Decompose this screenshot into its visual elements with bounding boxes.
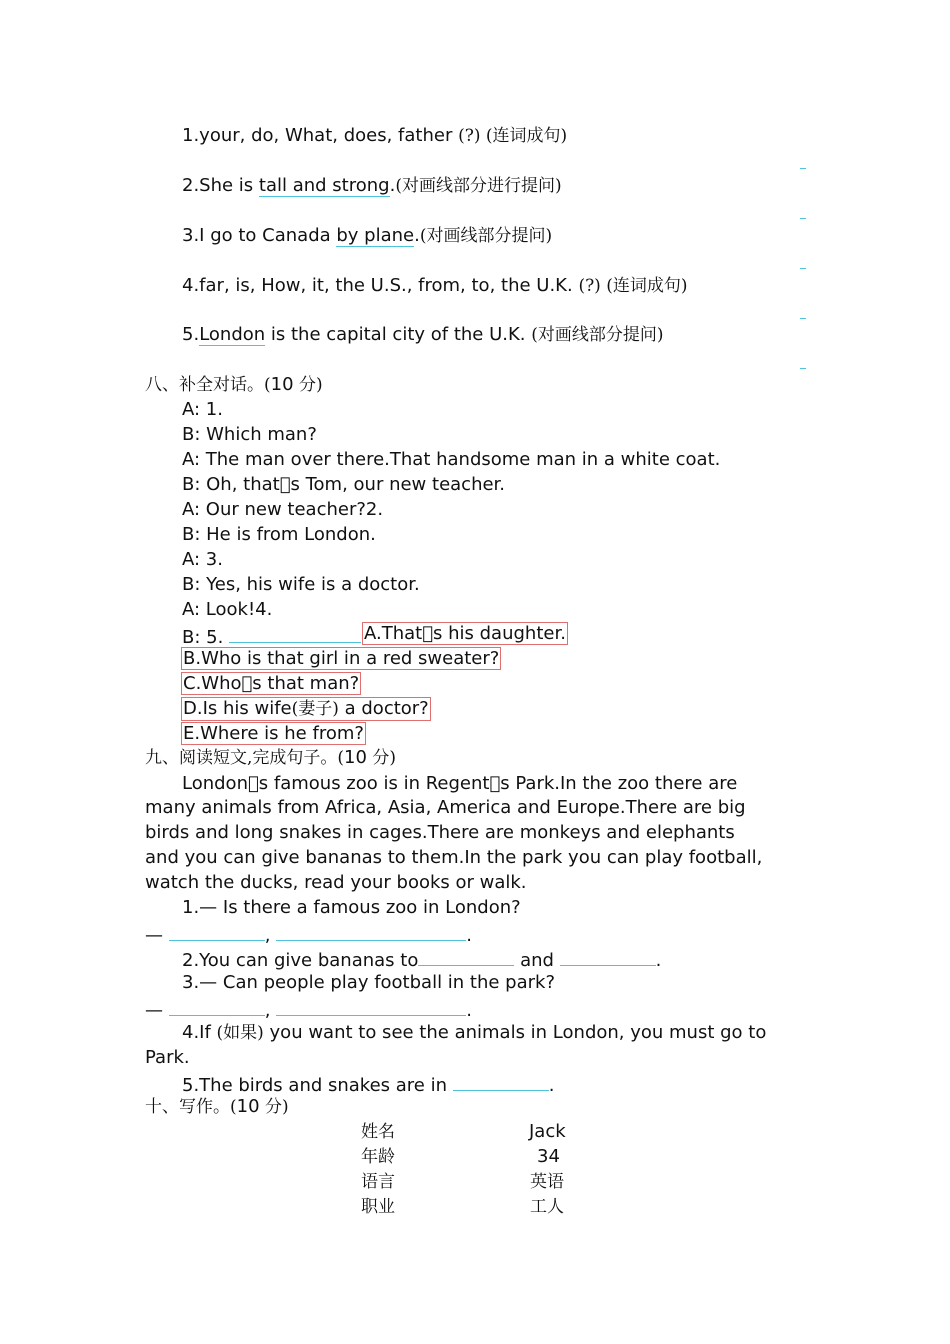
answer-line-mark	[800, 368, 806, 369]
question-7-1: 1.your, do, What, does, father (?) (连词成句)	[182, 125, 568, 146]
question-7-5: 5.London is the capital city of the U.K. (对画线部分提问)	[182, 324, 664, 345]
answer-blank[interactable]	[169, 922, 265, 941]
table-label: 年龄	[361, 1147, 395, 1167]
dialogue-line: B: Oh, that s Tom, our new teacher.	[182, 474, 506, 495]
table-label: 语言	[361, 1172, 395, 1192]
passage-line: birds and long snakes in cages.There are monkeys and elephants	[145, 822, 735, 843]
dialogue-line: A: Look!4.	[182, 599, 273, 620]
dialogue-line: A: The man over there.That handsome man in a white coat.	[182, 449, 721, 470]
dialogue-line: B: He is from London.	[182, 524, 376, 545]
table-label: 职业	[361, 1197, 395, 1217]
question-7-4: 4.far, is, How, it, the U.S., from, to, the U.K. (?) (连词成句)	[182, 275, 688, 296]
answer-blank[interactable]	[169, 997, 265, 1016]
answer-blank[interactable]	[229, 624, 361, 643]
section-8-heading: 八、补全对话。(10 分)	[145, 374, 323, 395]
dialogue-line: B: 5.	[182, 624, 361, 649]
option-d: D.Is his wife(妻子) a doctor?	[183, 698, 429, 719]
question-9-3: 3.— Can people play football in the park?	[182, 972, 556, 993]
dialogue-line: A: 3.	[182, 549, 223, 570]
table-value: 34	[537, 1146, 560, 1167]
passage-line: watch the ducks, read your books or walk.	[145, 872, 527, 893]
question-9-4-line2: Park.	[145, 1047, 190, 1068]
table-value: 英语	[530, 1172, 564, 1192]
passage-line: London s famous zoo is in Regent s Park.In the zoo there are	[182, 773, 738, 794]
table-label: 姓名	[361, 1122, 395, 1142]
answer-line-mark	[800, 168, 806, 169]
question-9-2: 2.You can give bananas to and .	[182, 947, 661, 972]
answer-line-mark	[800, 218, 806, 219]
section-9-heading: 九、阅读短文,完成句子。(10 分)	[145, 747, 396, 768]
answer-blank[interactable]	[418, 947, 514, 966]
answer-blank[interactable]	[560, 947, 656, 966]
passage-line: and you can give bananas to them.In the park you can play football,	[145, 847, 763, 868]
answer-line-mark	[800, 318, 806, 319]
underlined-phrase: tall and strong	[258, 175, 390, 196]
answer-blank[interactable]	[276, 997, 466, 1016]
underlined-phrase: by plane	[336, 225, 415, 246]
option-c: C.Who s that man?	[183, 673, 360, 694]
option-e: E.Where is he from?	[183, 723, 364, 744]
question-7-3: 3.I go to Canada by plane.(对画线部分提问)	[182, 225, 553, 246]
dialogue-line: B: Yes, his wife is a doctor.	[182, 574, 420, 595]
dialogue-line: A: Our new teacher?2.	[182, 499, 384, 520]
dialogue-line: A: 1.	[182, 399, 223, 420]
question-9-5: 5.The birds and snakes are in .	[182, 1072, 554, 1097]
dialogue-line: B: Which man?	[182, 424, 317, 445]
answer-9-1: — , .	[145, 922, 472, 947]
answer-blank[interactable]	[453, 1072, 549, 1091]
table-value: Jack	[529, 1121, 566, 1142]
question-9-4: 4.If (如果) you want to see the animals in London, you must go to	[182, 1022, 767, 1043]
question-9-1: 1.— Is there a famous zoo in London?	[182, 897, 521, 918]
underlined-phrase: London	[199, 324, 266, 345]
answer-9-3: — , .	[145, 997, 472, 1022]
answer-line-mark	[800, 268, 806, 269]
option-a: A.That s his daughter.	[364, 623, 566, 644]
option-b: B.Who is that girl in a red sweater?	[183, 648, 500, 669]
question-7-2: 2.She is tall and strong.(对画线部分进行提问)	[182, 175, 562, 196]
passage-line: many animals from Africa, Asia, America and Europe.There are big	[145, 797, 746, 818]
section-10-heading: 十、写作。(10 分)	[145, 1096, 289, 1117]
table-value: 工人	[530, 1197, 564, 1217]
answer-blank[interactable]	[276, 922, 466, 941]
